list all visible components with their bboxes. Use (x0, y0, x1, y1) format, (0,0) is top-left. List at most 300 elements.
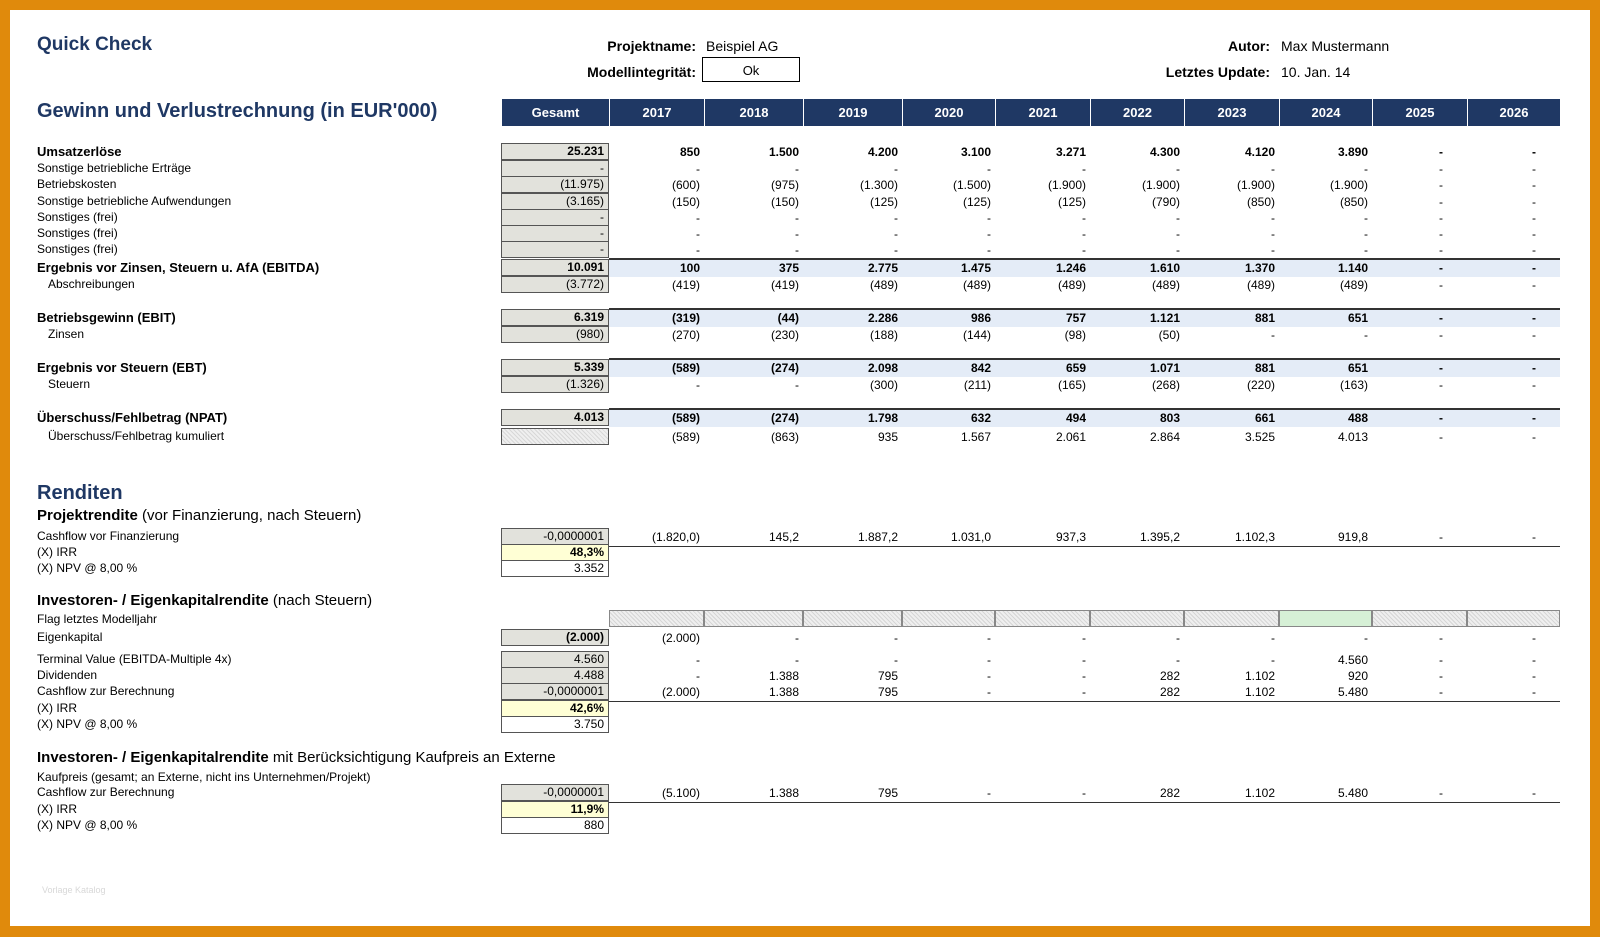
author-label: Autor: (1228, 38, 1270, 54)
value-cell[interactable]: - (1439, 178, 1443, 192)
value-cell[interactable]: 282 (1159, 786, 1180, 800)
value-cell[interactable]: 2.098 (867, 361, 898, 375)
total-cell[interactable]: 10.091 (501, 259, 609, 276)
value-cell[interactable]: (274) (770, 411, 799, 425)
value-cell[interactable]: - (987, 211, 991, 225)
value-cell[interactable]: - (696, 211, 700, 225)
total-cell[interactable]: 880 (501, 817, 609, 834)
row-label: Dividenden (37, 668, 98, 682)
value-cell[interactable]: (489) (1057, 278, 1086, 292)
value-cell[interactable]: 1.121 (1149, 311, 1180, 325)
value-cell[interactable]: 4.120 (1244, 145, 1275, 159)
value-cell[interactable]: - (1532, 685, 1536, 699)
value-cell[interactable]: - (1176, 631, 1180, 645)
row-label: Ergebnis vor Zinsen, Steuern u. AfA (EBITDA) (37, 260, 320, 275)
value-cell[interactable]: (1.300) (859, 178, 898, 192)
value-cell[interactable]: (489) (869, 278, 898, 292)
total-cell[interactable]: 6.319 (501, 309, 609, 326)
value-cell[interactable]: - (1082, 227, 1086, 241)
value-cell[interactable]: - (987, 243, 991, 257)
flag-cell (704, 610, 803, 627)
value-cell[interactable]: - (1439, 261, 1443, 275)
value-cell[interactable]: - (696, 378, 700, 392)
value-cell[interactable]: - (1082, 162, 1086, 176)
total-cell[interactable]: 4.488 (501, 667, 609, 684)
value-cell[interactable]: (589) (671, 411, 700, 425)
row-label: Umsatzerlöse (37, 144, 122, 159)
value-cell[interactable]: 795 (877, 669, 898, 683)
column-header: 2025 (1372, 99, 1467, 126)
watermark: Vorlage Katalog (42, 885, 106, 895)
value-cell[interactable]: 1.102 (1244, 685, 1275, 699)
value-cell[interactable]: - (1439, 278, 1443, 292)
value-cell[interactable]: (300) (869, 378, 898, 392)
project-name-value[interactable]: Beispiel AG (706, 38, 779, 54)
value-cell[interactable]: 3.100 (960, 145, 991, 159)
total-cell[interactable]: (11.975) (501, 176, 609, 193)
flag-cell (1279, 610, 1372, 627)
value-cell[interactable]: - (1364, 631, 1368, 645)
value-cell[interactable]: 1.798 (867, 411, 898, 425)
flag-cell (1184, 610, 1279, 627)
value-cell[interactable]: (50) (1158, 328, 1180, 342)
value-cell[interactable]: 795 (877, 786, 898, 800)
value-cell[interactable]: 1.370 (1244, 261, 1275, 275)
value-cell[interactable]: (790) (1151, 195, 1180, 209)
value-cell[interactable]: 3.890 (1337, 145, 1368, 159)
value-cell[interactable]: (589) (671, 430, 700, 444)
total-cell[interactable]: 42,6% (501, 700, 609, 717)
value-cell[interactable]: (150) (770, 195, 799, 209)
value-cell[interactable]: 1.475 (960, 261, 991, 275)
value-cell[interactable]: - (1532, 227, 1536, 241)
value-cell[interactable]: - (1439, 378, 1443, 392)
value-cell[interactable]: - (1439, 361, 1443, 375)
value-cell[interactable]: (589) (671, 361, 700, 375)
value-cell[interactable]: 651 (1347, 361, 1368, 375)
value-cell[interactable]: - (894, 243, 898, 257)
row-label: Sonstiges (frei) (37, 210, 118, 224)
value-cell[interactable]: - (795, 653, 799, 667)
value-cell[interactable]: - (1532, 653, 1536, 667)
flag-cell (803, 610, 902, 627)
total-cell[interactable]: -0,0000001 (501, 683, 609, 700)
column-header: 2022 (1090, 99, 1184, 126)
value-cell[interactable]: (211) (963, 378, 991, 392)
value-cell[interactable]: - (1532, 261, 1536, 275)
value-cell[interactable]: 659 (1065, 361, 1086, 375)
flag-cell (995, 610, 1090, 627)
value-cell[interactable]: (600) (671, 178, 700, 192)
value-cell[interactable]: - (1364, 227, 1368, 241)
value-cell[interactable]: - (1439, 685, 1443, 699)
total-cell[interactable]: (2.000) (501, 629, 609, 646)
value-cell[interactable]: - (696, 653, 700, 667)
column-header: Gesamt (501, 99, 609, 126)
total-cell[interactable]: 4.560 (501, 651, 609, 668)
value-cell[interactable]: (125) (962, 195, 991, 209)
value-cell[interactable]: - (696, 243, 700, 257)
flag-cell (1090, 610, 1184, 627)
row-label: Steuern (48, 377, 91, 391)
value-cell[interactable]: 1.102,3 (1234, 530, 1275, 544)
value-cell[interactable]: 1.246 (1055, 261, 1086, 275)
value-cell[interactable]: - (1532, 631, 1536, 645)
value-cell[interactable]: - (1439, 430, 1443, 444)
column-header: 2017 (609, 99, 704, 126)
value-cell[interactable]: - (1271, 631, 1275, 645)
value-cell[interactable]: - (1439, 311, 1443, 325)
value-cell[interactable]: (863) (770, 430, 799, 444)
row-label: Sonstige betriebliche Erträge (37, 161, 192, 175)
row-label: Abschreibungen (48, 277, 135, 291)
value-cell[interactable]: - (894, 162, 898, 176)
value-cell[interactable]: - (1532, 669, 1536, 683)
value-cell[interactable]: (419) (671, 278, 700, 292)
value-cell[interactable]: 494 (1065, 411, 1086, 425)
value-cell[interactable]: 1.500 (768, 145, 799, 159)
value-cell[interactable]: - (1271, 227, 1275, 241)
value-cell[interactable]: 920 (1347, 669, 1368, 683)
value-cell[interactable]: (98) (1064, 328, 1086, 342)
renditen-section-title: Renditen (37, 482, 123, 504)
value-cell[interactable]: - (1082, 243, 1086, 257)
total-cell[interactable]: - (501, 241, 609, 258)
value-cell[interactable]: (165) (1057, 378, 1086, 392)
value-cell[interactable]: 881 (1254, 311, 1275, 325)
total-cell[interactable]: (1.326) (501, 376, 609, 393)
row-label: Sonstiges (frei) (37, 242, 118, 256)
value-cell[interactable]: 850 (679, 145, 700, 159)
value-cell[interactable]: (2.000) (661, 685, 700, 699)
total-cell[interactable]: 4.013 (501, 409, 609, 426)
value-cell[interactable]: 3.271 (1055, 145, 1086, 159)
value-cell[interactable]: - (1176, 227, 1180, 241)
total-cell[interactable]: 48,3% (501, 544, 609, 561)
value-cell[interactable]: (489) (962, 278, 991, 292)
value-cell[interactable]: - (1532, 361, 1536, 375)
value-cell[interactable]: - (1439, 328, 1443, 342)
last-update-label: Letztes Update: (1165, 64, 1270, 80)
value-cell[interactable]: (1.900) (1236, 178, 1275, 192)
value-cell[interactable]: - (894, 631, 898, 645)
value-cell[interactable]: 1.388 (768, 786, 799, 800)
value-cell[interactable]: (489) (1151, 278, 1180, 292)
value-cell[interactable]: - (795, 378, 799, 392)
row-label: (X) IRR (37, 701, 77, 715)
value-cell[interactable]: 919,8 (1337, 530, 1368, 544)
value-cell[interactable]: - (1532, 378, 1536, 392)
value-cell[interactable]: - (1439, 243, 1443, 257)
row-label: Zinsen (48, 327, 85, 341)
value-cell[interactable]: 1.887,2 (857, 530, 898, 544)
row-label: (X) IRR (37, 802, 77, 816)
row-label: Sonstige betriebliche Aufwendungen (37, 194, 232, 208)
value-cell[interactable]: (188) (869, 328, 898, 342)
value-cell[interactable]: (270) (671, 328, 700, 342)
value-cell[interactable]: - (1176, 243, 1180, 257)
value-cell[interactable]: 1.031,0 (950, 530, 991, 544)
value-cell[interactable]: 632 (970, 411, 991, 425)
value-cell[interactable]: 4.200 (867, 145, 898, 159)
value-cell[interactable]: (1.900) (1047, 178, 1086, 192)
value-cell[interactable]: - (1532, 243, 1536, 257)
value-cell[interactable]: (230) (770, 328, 799, 342)
value-cell[interactable]: - (795, 227, 799, 241)
value-cell[interactable]: (489) (1339, 278, 1368, 292)
total-cell[interactable]: 3.750 (501, 716, 609, 733)
value-cell[interactable]: - (1271, 162, 1275, 176)
value-cell[interactable]: - (1082, 631, 1086, 645)
flag-cell (1467, 610, 1560, 627)
row-label: Cashflow zur Berechnung (37, 684, 175, 698)
value-cell[interactable]: - (1439, 162, 1443, 176)
value-cell[interactable]: 935 (877, 430, 898, 444)
value-cell[interactable]: - (987, 227, 991, 241)
total-cell[interactable]: (3.165) (501, 193, 609, 210)
value-cell[interactable]: - (696, 227, 700, 241)
row-label: (X) IRR (37, 545, 77, 559)
total-cell[interactable]: (3.772) (501, 276, 609, 293)
value-cell[interactable]: - (1082, 786, 1086, 800)
value-cell[interactable]: - (1364, 243, 1368, 257)
value-cell[interactable]: - (1364, 162, 1368, 176)
value-cell[interactable]: - (1532, 786, 1536, 800)
row-label: (X) NPV @ 8,00 % (37, 818, 138, 832)
value-cell[interactable]: 5.480 (1337, 786, 1368, 800)
flag-cell (1372, 610, 1467, 627)
value-cell[interactable]: (220) (1246, 378, 1275, 392)
flag-label: Flag letztes Modelljahr (37, 612, 158, 626)
value-cell[interactable]: - (1532, 278, 1536, 292)
value-cell[interactable]: (319) (671, 311, 700, 325)
value-cell[interactable]: - (1364, 211, 1368, 225)
value-cell[interactable]: 282 (1159, 669, 1180, 683)
value-cell[interactable]: - (696, 162, 700, 176)
kaufpreis-note: Kaufpreis (gesamt; an Externe, nicht ins Unternehmen/Projekt) (37, 770, 371, 784)
value-cell[interactable]: 1.071 (1149, 361, 1180, 375)
row-label: Überschuss/Fehlbetrag (NPAT) (37, 410, 228, 425)
value-cell[interactable]: - (1532, 195, 1536, 209)
value-cell[interactable]: 757 (1065, 311, 1086, 325)
value-cell[interactable]: (150) (671, 195, 700, 209)
value-cell[interactable]: - (1439, 631, 1443, 645)
value-cell[interactable]: - (1176, 162, 1180, 176)
value-cell[interactable]: - (987, 653, 991, 667)
value-cell[interactable]: - (1532, 328, 1536, 342)
value-cell[interactable]: 803 (1159, 411, 1180, 425)
value-cell[interactable]: - (987, 162, 991, 176)
total-cell[interactable] (501, 428, 609, 445)
projektrendite-title: Projektrendite (vor Finanzierung, nach Steuern) (37, 507, 362, 524)
column-header: 2023 (1184, 99, 1279, 126)
value-cell[interactable]: 1.140 (1337, 261, 1368, 275)
value-cell[interactable]: 282 (1159, 685, 1180, 699)
model-integrity-status[interactable]: Ok (702, 57, 800, 82)
value-cell[interactable]: - (987, 685, 991, 699)
value-cell[interactable]: - (795, 631, 799, 645)
kaufpreis-title: Investoren- / Eigenkapitalrendite mit Berücksichtigung Kaufpreis an Externe (37, 749, 556, 766)
value-cell[interactable]: (1.820,0) (651, 530, 700, 544)
value-cell[interactable]: - (1439, 211, 1443, 225)
value-cell[interactable]: 2.775 (867, 261, 898, 275)
value-cell[interactable]: - (1439, 145, 1443, 159)
value-cell[interactable]: (163) (1339, 378, 1368, 392)
total-cell[interactable]: 5.339 (501, 359, 609, 376)
value-cell[interactable]: - (1532, 211, 1536, 225)
value-cell[interactable]: - (1439, 653, 1443, 667)
value-cell[interactable]: 375 (778, 261, 799, 275)
value-cell[interactable]: 1.395,2 (1139, 530, 1180, 544)
value-cell[interactable]: - (987, 786, 991, 800)
value-cell[interactable]: (850) (1339, 195, 1368, 209)
value-cell[interactable]: 881 (1254, 361, 1275, 375)
value-cell[interactable]: 4.300 (1149, 145, 1180, 159)
value-cell[interactable]: (489) (1246, 278, 1275, 292)
value-cell[interactable]: (274) (770, 361, 799, 375)
value-cell[interactable]: (144) (962, 328, 991, 342)
value-cell[interactable]: 795 (877, 685, 898, 699)
value-cell[interactable]: (419) (770, 278, 799, 292)
value-cell[interactable]: 145,2 (768, 530, 799, 544)
value-cell[interactable]: - (795, 162, 799, 176)
total-cell[interactable]: 3.352 (501, 560, 609, 577)
total-cell[interactable]: - (501, 209, 609, 226)
row-label: (X) NPV @ 8,00 % (37, 561, 138, 575)
value-cell[interactable]: (44) (777, 311, 799, 325)
value-cell[interactable]: 661 (1254, 411, 1275, 425)
row-label: Terminal Value (EBITDA-Multiple 4x) (37, 652, 232, 666)
value-cell[interactable]: 3.525 (1244, 430, 1275, 444)
value-cell[interactable]: 937,3 (1055, 530, 1086, 544)
value-cell[interactable]: 5.480 (1337, 685, 1368, 699)
value-cell[interactable]: 1.388 (768, 685, 799, 699)
guv-section-title: Gewinn und Verlustrechnung (in EUR'000) (37, 100, 438, 122)
value-cell[interactable]: (125) (1057, 195, 1086, 209)
value-cell[interactable]: - (1271, 328, 1275, 342)
value-cell[interactable]: (1.500) (952, 178, 991, 192)
row-label: Überschuss/Fehlbetrag kumuliert (48, 429, 225, 443)
value-cell[interactable]: - (1364, 328, 1368, 342)
value-cell[interactable]: - (1439, 411, 1443, 425)
value-cell[interactable]: - (1532, 530, 1536, 544)
total-cell[interactable]: -0,0000001 (501, 528, 609, 545)
project-name-label: Projektname: (607, 38, 696, 54)
value-cell[interactable]: - (1082, 653, 1086, 667)
value-cell[interactable]: (125) (869, 195, 898, 209)
row-label: Eigenkapital (37, 630, 103, 644)
value-cell[interactable]: - (894, 653, 898, 667)
value-cell[interactable]: - (696, 669, 700, 683)
value-cell[interactable]: 2.061 (1055, 430, 1086, 444)
value-cell[interactable]: - (1439, 530, 1443, 544)
value-cell[interactable]: - (894, 227, 898, 241)
value-cell[interactable]: - (987, 631, 991, 645)
value-cell[interactable]: 842 (970, 361, 991, 375)
column-header: 2026 (1467, 99, 1560, 126)
value-cell[interactable]: - (1176, 653, 1180, 667)
value-cell[interactable]: - (1532, 178, 1536, 192)
value-cell[interactable]: - (1439, 227, 1443, 241)
value-cell[interactable]: - (1082, 669, 1086, 683)
value-cell[interactable]: - (1439, 786, 1443, 800)
value-cell[interactable]: 4.013 (1337, 430, 1368, 444)
total-cell[interactable]: 25.231 (501, 143, 609, 160)
value-cell[interactable]: (1.900) (1141, 178, 1180, 192)
value-cell[interactable]: 488 (1347, 411, 1368, 425)
value-cell[interactable]: 1.610 (1149, 261, 1180, 275)
value-cell[interactable]: 1.102 (1244, 786, 1275, 800)
value-cell[interactable]: - (795, 211, 799, 225)
value-cell[interactable]: 651 (1347, 311, 1368, 325)
value-cell[interactable]: 4.560 (1337, 653, 1368, 667)
value-cell[interactable]: - (1271, 653, 1275, 667)
row-label: Cashflow zur Berechnung (37, 785, 175, 799)
value-cell[interactable]: 2.864 (1149, 430, 1180, 444)
flag-cell (609, 610, 704, 627)
total-cell[interactable]: -0,0000001 (501, 784, 609, 801)
value-cell[interactable]: - (1271, 211, 1275, 225)
investoren-title: Investoren- / Eigenkapitalrendite (nach Steuern) (37, 592, 373, 609)
row-label: Cashflow vor Finanzierung (37, 529, 180, 543)
model-integrity-label: Modellintegrität: (587, 64, 696, 80)
column-header: 2024 (1279, 99, 1372, 126)
value-cell[interactable]: - (1439, 669, 1443, 683)
value-cell[interactable]: - (1082, 685, 1086, 699)
column-header: 2018 (704, 99, 803, 126)
value-cell[interactable]: 2.286 (867, 311, 898, 325)
value-cell[interactable]: - (1532, 162, 1536, 176)
value-cell[interactable]: - (795, 243, 799, 257)
value-cell[interactable]: - (987, 669, 991, 683)
column-header: 2019 (803, 99, 902, 126)
value-cell[interactable]: - (894, 211, 898, 225)
value-cell[interactable]: 986 (970, 311, 991, 325)
value-cell[interactable]: (268) (1151, 378, 1180, 392)
value-cell[interactable]: 1.102 (1244, 669, 1275, 683)
row-label: (X) NPV @ 8,00 % (37, 717, 138, 731)
column-header: 2020 (902, 99, 995, 126)
value-cell[interactable]: 100 (679, 261, 700, 275)
value-cell[interactable]: (975) (770, 178, 799, 192)
value-cell[interactable]: (850) (1246, 195, 1275, 209)
value-cell[interactable]: (2.000) (661, 631, 700, 645)
value-cell[interactable]: - (1439, 195, 1443, 209)
value-cell[interactable]: 1.567 (960, 430, 991, 444)
total-cell[interactable]: - (501, 225, 609, 242)
row-label: Betriebskosten (37, 177, 117, 191)
value-cell[interactable]: - (1271, 243, 1275, 257)
row-label: Ergebnis vor Steuern (EBT) (37, 360, 207, 375)
value-cell[interactable]: - (1082, 211, 1086, 225)
last-update-value[interactable]: 10. Jan. 14 (1281, 64, 1351, 80)
author-value[interactable]: Max Mustermann (1281, 38, 1390, 54)
value-cell[interactable]: - (1532, 430, 1536, 444)
value-cell[interactable]: 1.388 (768, 669, 799, 683)
total-cell[interactable]: 11,9% (501, 801, 609, 818)
flag-cell (902, 610, 995, 627)
total-cell[interactable]: - (501, 160, 609, 177)
page-title: Quick Check (37, 34, 153, 55)
column-header: 2021 (995, 99, 1090, 126)
value-cell[interactable]: (1.900) (1329, 178, 1368, 192)
value-cell[interactable]: - (1532, 411, 1536, 425)
value-cell[interactable]: - (1532, 311, 1536, 325)
value-cell[interactable]: - (1176, 211, 1180, 225)
total-cell[interactable]: (980) (501, 326, 609, 343)
value-cell[interactable]: (5.100) (661, 786, 700, 800)
value-cell[interactable]: - (1532, 145, 1536, 159)
